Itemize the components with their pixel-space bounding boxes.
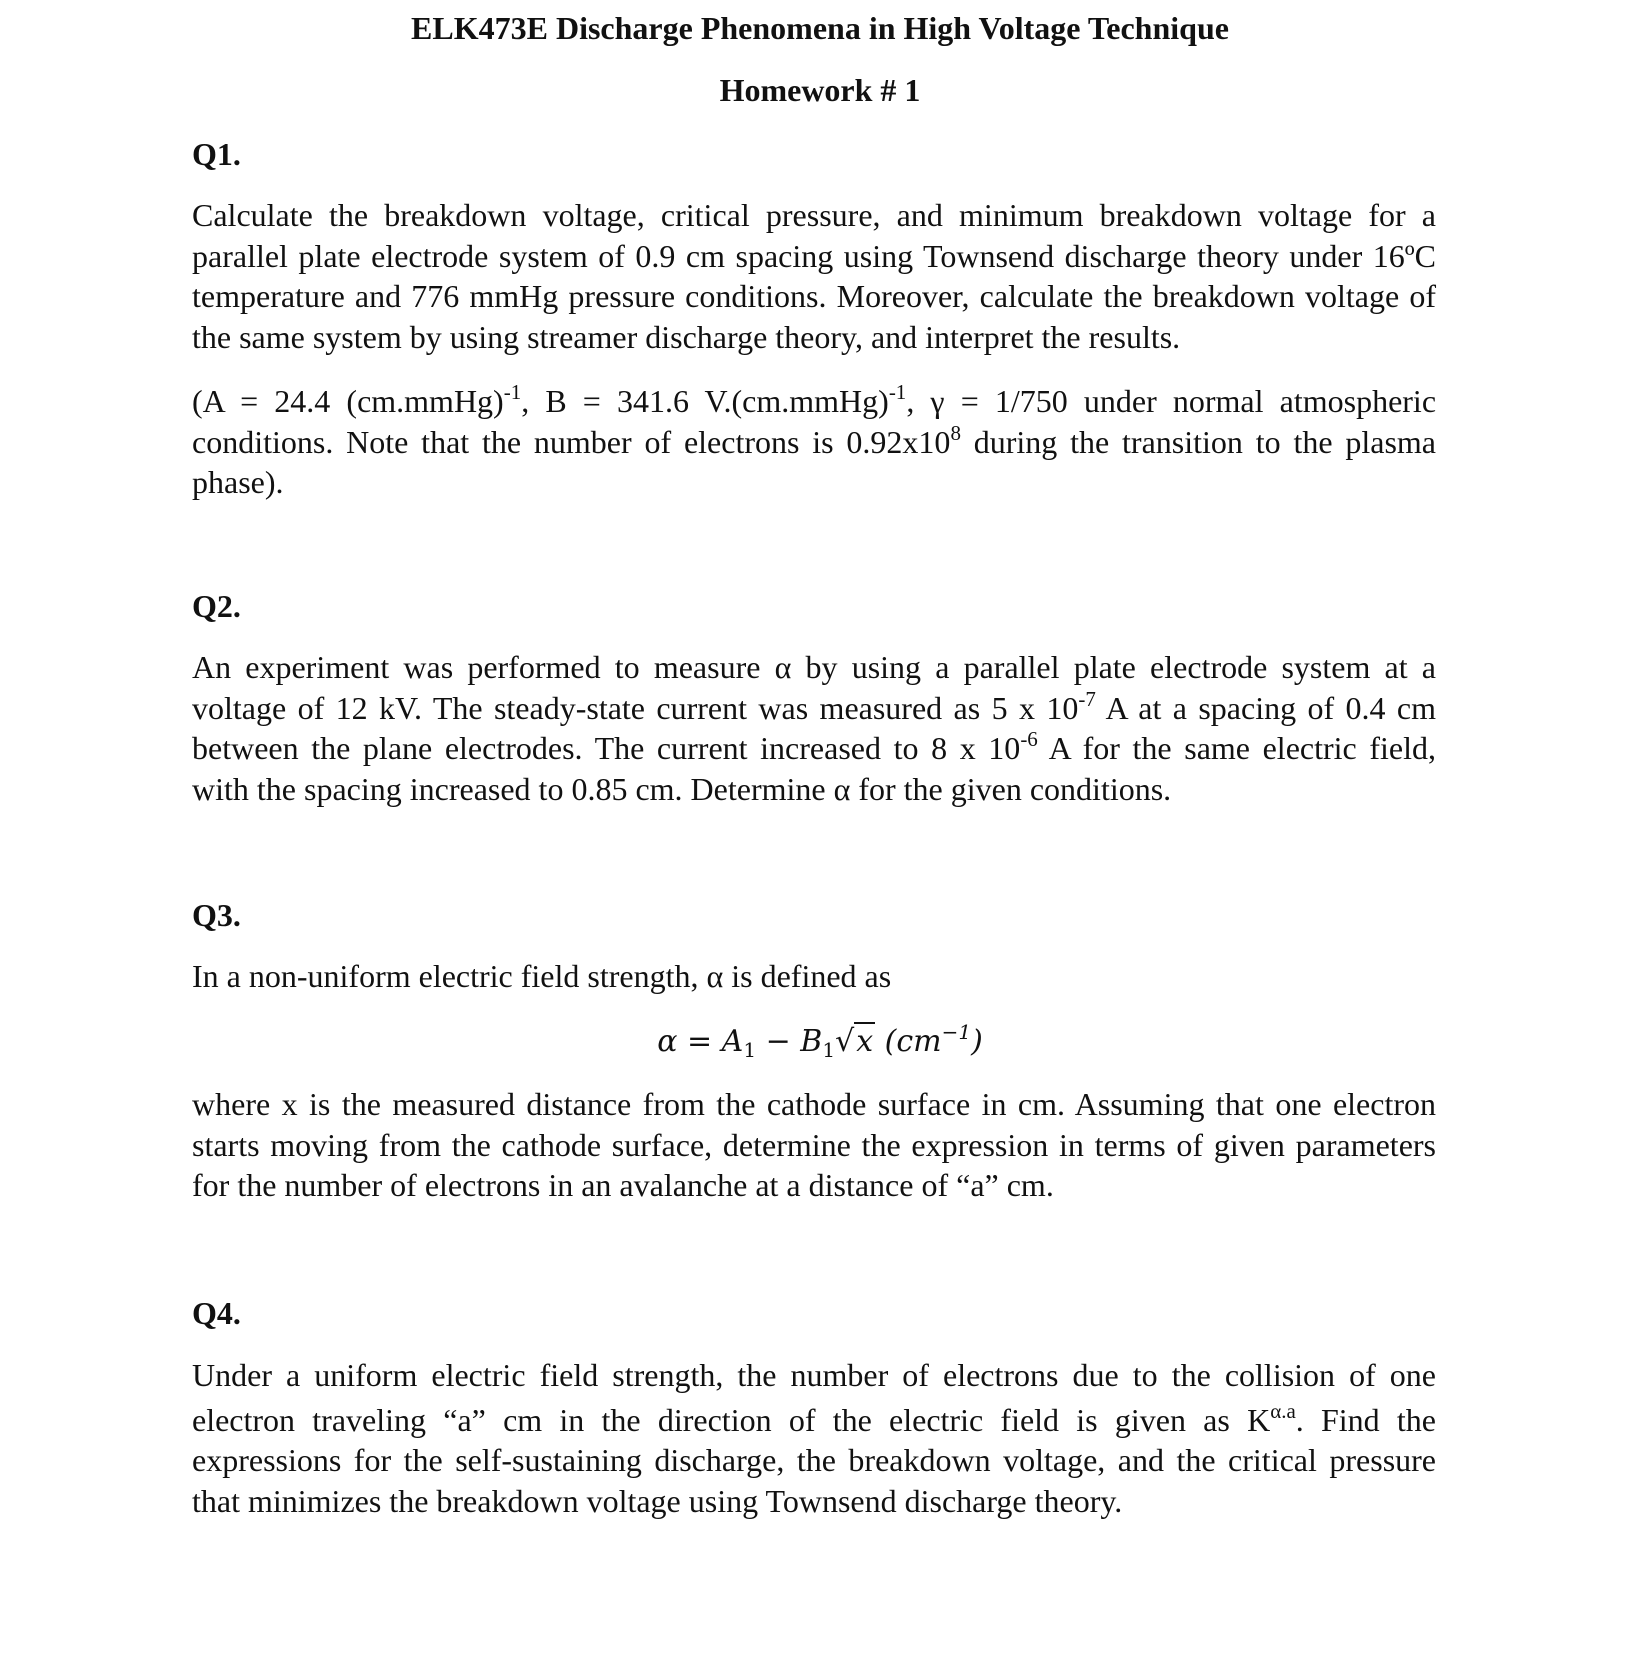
q1-line-2: parallel plate electrode system of 0.9 cm spacing using Townsend discharge theory under 16ºC [192, 237, 1436, 274]
q1-constants-line-1 [192, 381, 1436, 422]
document-title: ELK473E Discharge Phenomena in High Voltage Technique [411, 10, 1229, 46]
q1-line-4: the same system by using streamer discharge theory, and interpret the results. [192, 318, 1181, 355]
constant-b-text: , B = 341.6 V.(cm.mmHg) [521, 383, 889, 419]
spacing-text: A at a spacing of 0.4 cm [1095, 689, 1437, 726]
q3-intro-line: In a non-uniform electric field strength, α is defined as [192, 958, 892, 994]
q3-heading: Q3. [192, 897, 241, 933]
eq-subscript: 1 [822, 1038, 836, 1062]
radical-sign: √ [835, 1024, 855, 1059]
q2-line-2 [192, 688, 1436, 729]
q2-line-4: with the spacing increased to 0.85 cm. Determine α for the given conditions. [192, 770, 1172, 807]
q3-line-1: where x is the measured distance from the cathode surface in cm. Assuming that one electron [192, 1086, 1436, 1122]
exponent: 8 [950, 420, 961, 445]
alpha-equation [0, 1020, 1640, 1064]
q1-constants-line-2 [192, 422, 1436, 463]
q3-line-3: for the number of electrons in an avalanche at a distance of “a” cm. [192, 1167, 1054, 1203]
gamma-text: , γ = 1/750 under normal atmospheric [906, 383, 1437, 419]
find-text: . Find the [1295, 1401, 1437, 1438]
eq-radicand: x [856, 1024, 874, 1059]
q1-paragraph [192, 195, 1436, 357]
exponent: -1 [888, 380, 907, 404]
q3-line-2: starts moving from the cathode surface, determine the expression in terms of given parameters [192, 1126, 1436, 1163]
q3-paragraph [192, 1084, 1436, 1206]
electron-count-text: conditions. Note that the number of electrons is 0.92x10 [192, 423, 951, 460]
exponent: -7 [1078, 686, 1096, 711]
field-text: A for the same electric field, [1037, 730, 1437, 766]
q1-line-1: Calculate the breakdown voltage, critical pressure, and minimum breakdown voltage for a [192, 197, 1436, 233]
q2-line-1: An experiment was performed to measure α by using a parallel plate electrode system at a [192, 649, 1436, 685]
current-text: between the plane electrodes. The current increased to 8 x 10 [192, 730, 1021, 766]
eq-unit-close: ) [971, 1024, 983, 1059]
q1-constants-line-3: phase). [192, 464, 284, 500]
eq-lhs: α = A [657, 1024, 744, 1059]
q4-line-2 [192, 1400, 1436, 1441]
q2-heading: Q2. [192, 588, 241, 624]
q3-intro [192, 956, 1436, 997]
eq-unit: (cm [875, 1024, 942, 1059]
q1-line-3: temperature and 776 mmHg pressure conditions. Moreover, calculate the breakdown voltage of [192, 278, 1436, 314]
transition-text: during the transition to the plasma [960, 423, 1437, 460]
exponent: -1 [503, 380, 522, 404]
q4-paragraph [192, 1355, 1436, 1521]
q4-line-4: that minimizes the breakdown voltage using Townsend discharge theory. [192, 1482, 1123, 1519]
current-text: voltage of 12 kV. The steady-state current was measured as 5 x 10 [192, 689, 1079, 726]
eq-subscript: 1 [743, 1038, 757, 1062]
q4-line-3: expressions for the self-sustaining discharge, the breakdown voltage, and the critical pressure [192, 1442, 1436, 1478]
q2-paragraph [192, 647, 1436, 809]
eq-unit-exponent: −1 [941, 1020, 972, 1044]
q4-line-1: Under a uniform electric field strength, the number of electrons due to the collision of one [192, 1357, 1436, 1393]
exponent: α.a [1270, 1398, 1296, 1423]
homework-number: Homework # 1 [719, 72, 921, 108]
constant-a-text: (A = 24.4 (cm.mmHg) [192, 383, 504, 419]
q4-heading: Q4. [192, 1295, 241, 1331]
q2-line-3 [192, 728, 1436, 769]
q1-constants-paragraph [192, 381, 1436, 503]
q1-heading: Q1. [192, 136, 241, 172]
electron-travel-text: electron traveling “a” cm in the direction of the electric field is given as K [192, 1401, 1271, 1438]
exponent: -6 [1020, 727, 1038, 751]
eq-minus-b: − B [756, 1024, 823, 1059]
